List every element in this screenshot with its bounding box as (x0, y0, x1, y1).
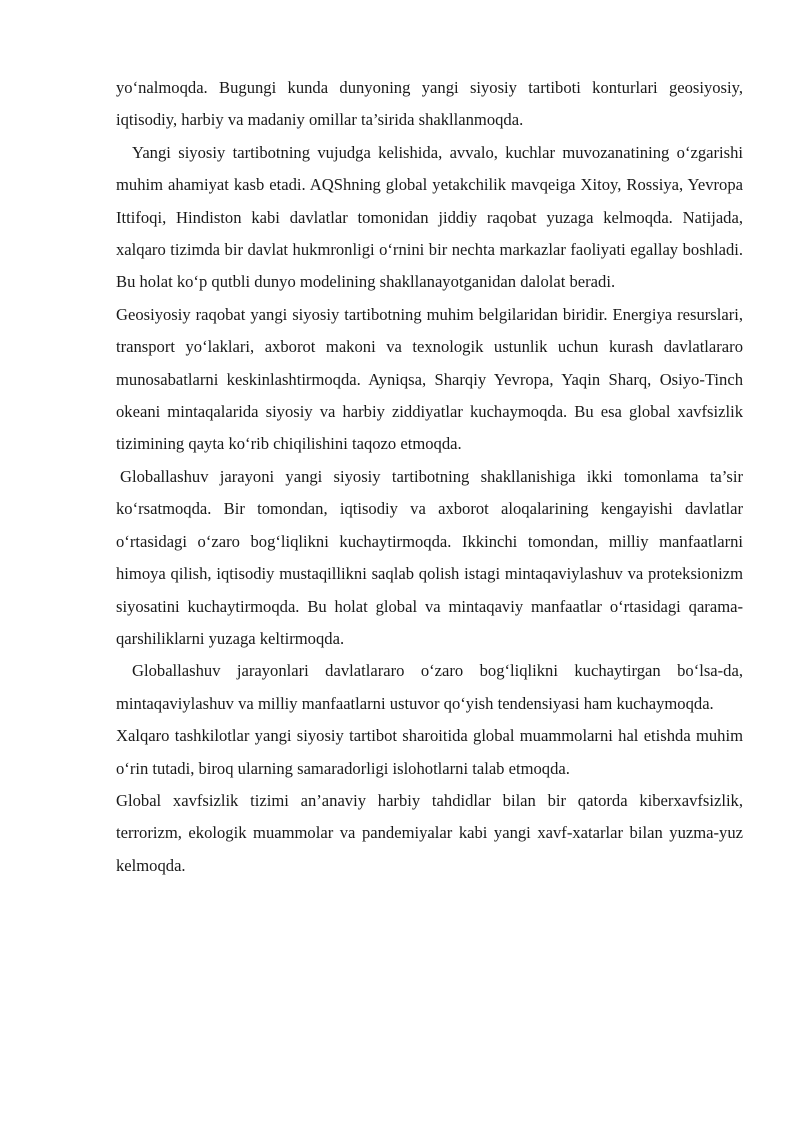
paragraph-1: yo‘nalmoqda. Bugungi kunda dunyoning yangi siyosiy tartiboti konturlari geosiyosiy, iqtisodiy, harbiy va madaniy omillar ta’sirida shakllanmoqda. (116, 78, 743, 130)
paragraph-6: Xalqaro tashkilotlar yangi siyosiy tartibot sharoitida global muammolarni hal etishda muhim o‘rin tutadi, biroq ularning samaradorligi islohotlarni talab etmoqda. (116, 726, 743, 778)
document-page (116, 72, 743, 882)
paragraph-2: Yangi siyosiy tartibotning vujudga kelishida, avvalo, kuchlar muvozanatining o‘zgarishi muhim ahamiyat kasb etadi. AQShning global yetakchilik mavqeiga Xitoy, Rossiya, Yevropa Ittifoqi, Hindiston kabi davlatlar tomonidan jiddiy raqobat yuzaga kelmoqda. Natijada, xalqaro tizimda bir davlat hukmronligi o‘rnini bir nechta markazlar faoliyati egallay boshladi. Bu holat ko‘p qutbli dunyo modelining shakllanayotganidan dalolat beradi. (116, 142, 743, 292)
paragraph-7: Global xavfsizlik tizimi an’anaviy harbiy tahdidlar bilan bir qatorda kiberxavfsizlik, terrorizm, ekologik muammolar va pandemiyalar kabi yangi xavf-xatarlar bilan yuzma-yuz kelmoqda. (116, 790, 743, 875)
paragraph-4: Globallashuv jarayoni yangi siyosiy tartibotning shakllanishiga ikki tomonlama ta’sir ko‘rsatmoqda. Bir tomondan, iqtisodiy va axborot aloqalarining kengayishi davlatlar o‘rtasidagi o‘zaro bog‘liqlikni kuchaytirmoqda. Ikkinchi tomondan, milliy manfaatlarni himoya qilish, iqtisodiy mustaqillikni saqlab qolish istagi mintaqaviylashuv va proteksionizm siyosatini kuchaytirmoqda. Bu holat global va mintaqaviy manfaatlar o‘rtasidagi qarama-qarshiliklarni yuzaga keltirmoqda. (116, 466, 743, 648)
paragraph-3: Geosiyosiy raqobat yangi siyosiy tartibotning muhim belgilaridan biridir. Energiya resurslari, transport yo‘laklari, axborot makoni va texnologik ustunlik uchun kurash davlatlararo munosabatlarni keskinlashtirmoqda. Ayniqsa, Sharqiy Yevropa, Yaqin Sharq, Osiyo-Tinch okeani mintaqalarida siyosiy va harbiy ziddiyatlar kuchaymoqda. Bu esa global xavfsizlik tizimining qayta ko‘rib chiqilishini taqozo etmoqda. (116, 304, 743, 454)
paragraph-5: Globallashuv jarayonlari davlatlararo o‘zaro bog‘liqlikni kuchaytirgan bo‘lsa-da, mintaqaviylashuv va milliy manfaatlarni ustuvor qo‘yish tendensiyasi ham kuchaymoqda. (116, 661, 743, 713)
